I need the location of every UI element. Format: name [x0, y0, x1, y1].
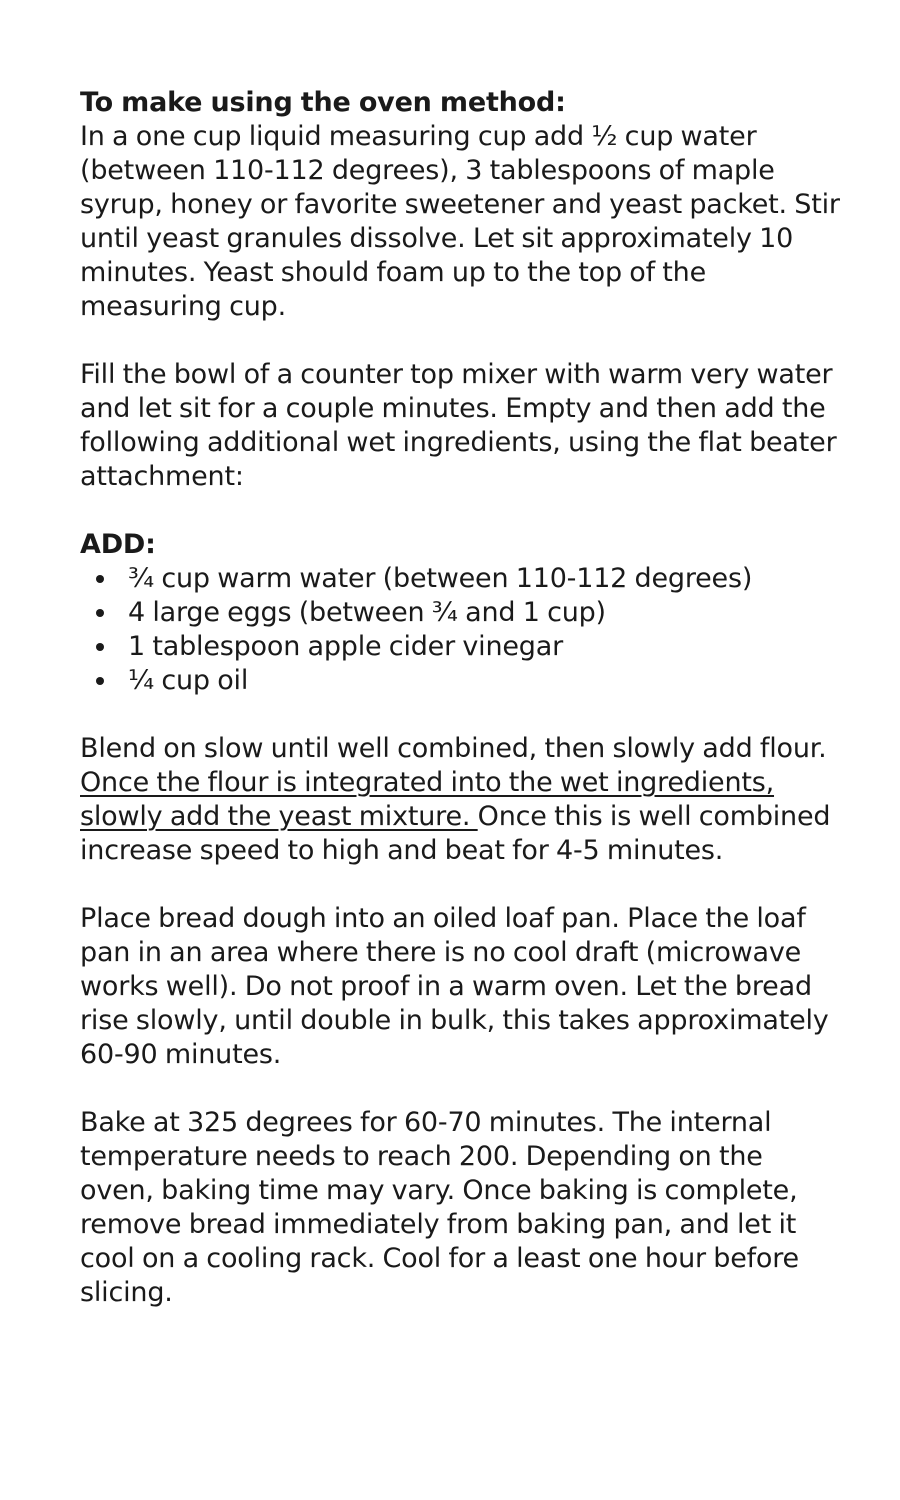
proof-paragraph: Place bread dough into an oiled loaf pan. Place the loaf pan in an area where there is no cool draft (microwave works well). Do not proof in a warm oven. Let the bread rise slowly, until double in bulk, this takes approximately 60-90 minutes. [80, 903, 829, 1070]
list-item [80, 596, 840, 630]
blend-paragraph [80, 732, 840, 868]
bake-paragraph: Bake at 325 degrees for 60-70 minutes. The internal temperature needs to reach 200. Depending on the oven, baking time may vary. Once baking is complete, remove bread immediately from baking pan, and let it cool on a cooling rack. Cool for a least one hour before slicing. [80, 1107, 799, 1308]
blend-text: Blend on slow until well combined, then slowly add flour. [80, 733, 827, 764]
oven-method-heading: To make using the oven method: [80, 87, 566, 118]
ingredient-text: 1 tablespoon apple cider vinegar [128, 631, 563, 662]
ingredient-text: ¼ cup oil [128, 665, 249, 696]
bullet-icon [96, 677, 104, 685]
ingredient-text: 4 large eggs (between ¾ and 1 cup) [128, 597, 606, 628]
yeast-proof-paragraph: In a one cup liquid measuring cup add ½ cup water (between 110-112 degrees), 3 tablespoons of maple syrup, honey or favorite sweetener and yeast packet. Stir until yeast granules dissolve. Let sit approximately 10 minutes. Yeast should foam up to the top of the measuring cup. [80, 121, 840, 322]
ingredient-text: ¾ cup warm water (between 110-112 degrees) [128, 563, 753, 594]
spacer [80, 698, 840, 732]
bullet-icon [96, 609, 104, 617]
blend-text-continued: Once this is well combined increase speed to high and beat for 4-5 minutes. [80, 801, 831, 866]
list-item [80, 630, 840, 664]
list-item [80, 664, 840, 698]
list-item [80, 562, 840, 596]
add-heading: ADD: [80, 529, 156, 560]
underlined-instruction: Once the flour is integrated into the wet ingredients, slowly add the yeast mixture. [80, 767, 775, 832]
spacer [80, 494, 840, 528]
recipe-instructions [80, 86, 840, 1310]
bullet-icon [96, 643, 104, 651]
ingredient-list [80, 562, 840, 698]
bullet-icon [96, 575, 104, 583]
mixer-paragraph: Fill the bowl of a counter top mixer with warm very water and let sit for a couple minutes. Empty and then add the following additional wet ingredients, using the flat beater attachment: [80, 359, 837, 492]
spacer [80, 324, 840, 358]
spacer [80, 1072, 840, 1106]
spacer [80, 868, 840, 902]
